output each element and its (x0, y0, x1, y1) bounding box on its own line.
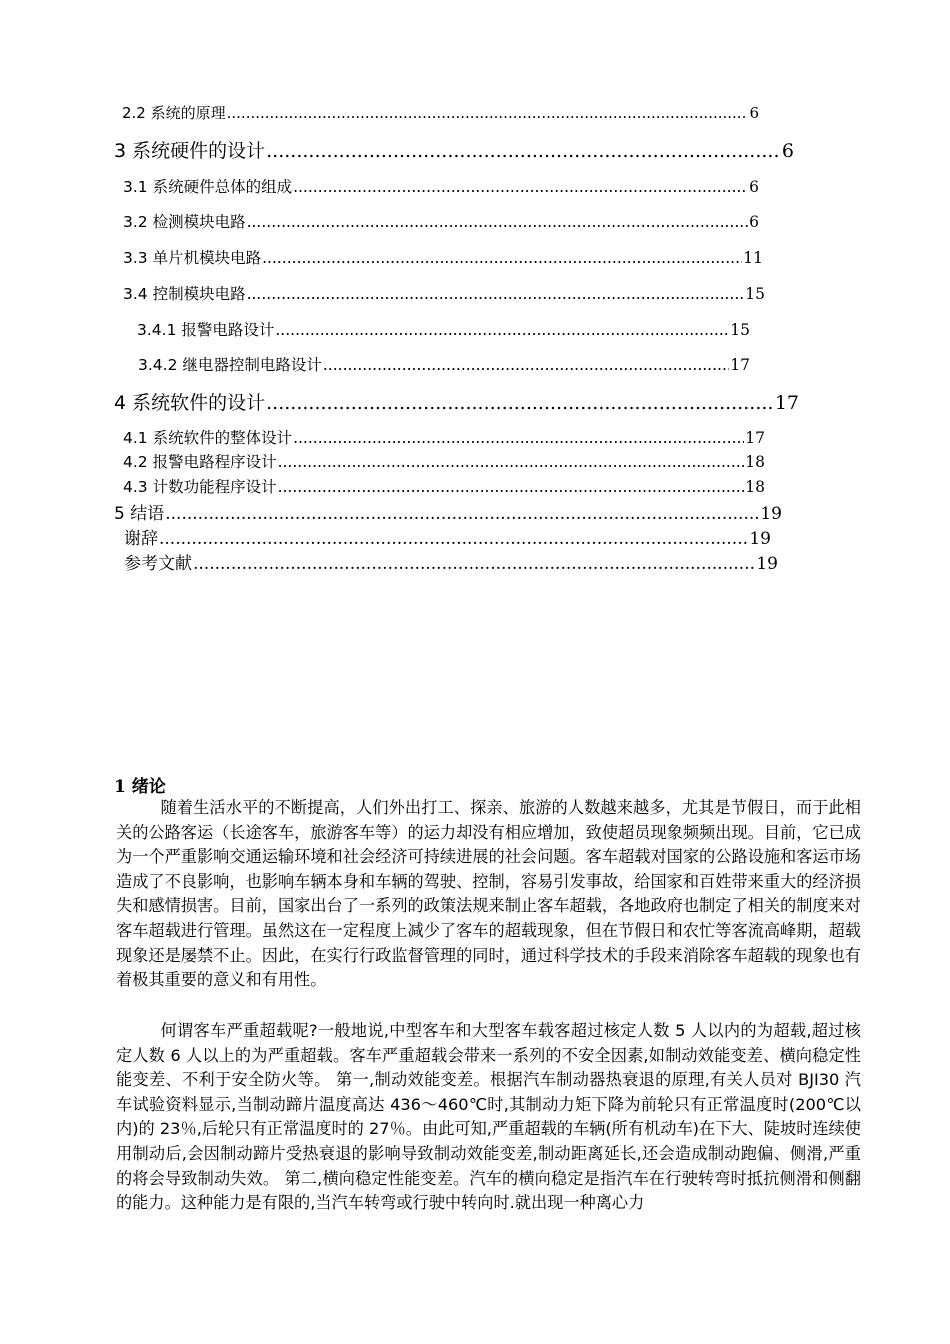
toc-page: 19 (749, 529, 771, 549)
toc-leader (275, 321, 729, 339)
toc-item[interactable] (124, 549, 778, 574)
toc-page: 6 (749, 213, 759, 231)
toc-page: 6 (781, 140, 794, 162)
toc-title: 3.4.1 报警电路设计 (137, 321, 275, 339)
toc-item[interactable] (114, 388, 799, 415)
toc-title: 3.1 系统硬件总体的组成 (123, 178, 293, 196)
toc-leader (278, 453, 745, 471)
toc-item[interactable] (123, 210, 759, 232)
toc-item[interactable] (114, 499, 782, 524)
toc-leader (323, 356, 729, 374)
toc-leader (262, 249, 742, 267)
toc-leader (293, 429, 744, 447)
toc-item[interactable] (123, 426, 765, 448)
toc-item[interactable] (123, 175, 759, 197)
toc-title: 2.2 系统的原理 (122, 104, 226, 122)
toc-leader (266, 140, 781, 162)
toc-item[interactable] (138, 353, 750, 375)
section-heading: 1 绪论 (114, 777, 166, 797)
toc-page: 18 (745, 453, 765, 471)
toc-title: 谢辞 (124, 529, 158, 549)
toc-page: 19 (756, 554, 778, 574)
toc-leader (247, 213, 749, 231)
toc-leader (193, 554, 755, 574)
toc-page: 6 (749, 178, 759, 196)
toc-page: 15 (730, 321, 750, 339)
toc-title: 4.3 计数功能程序设计 (123, 478, 277, 496)
toc-title: 3.3 单片机模块电路 (123, 249, 262, 267)
toc-item[interactable] (123, 246, 763, 268)
toc-title: 3 系统硬件的设计 (114, 140, 266, 162)
toc-title: 3.2 检测模块电路 (123, 213, 246, 231)
toc-leader (159, 529, 748, 549)
toc-title: 4.1 系统软件的整体设计 (123, 429, 293, 447)
toc-page: 11 (743, 249, 763, 267)
toc-item[interactable] (124, 524, 771, 549)
toc-page: 15 (745, 285, 765, 303)
toc-leader (247, 285, 745, 303)
toc-item[interactable] (114, 136, 794, 163)
toc-page: 17 (730, 356, 750, 374)
toc-title: 4 系统软件的设计 (114, 392, 266, 414)
toc-leader (165, 504, 759, 524)
toc-leader (293, 178, 748, 196)
toc-page: 6 (749, 104, 759, 122)
toc-item[interactable] (123, 475, 765, 497)
toc-leader (266, 392, 774, 414)
toc-title: 4.2 报警电路程序设计 (123, 453, 277, 471)
toc-title: 3.4 控制模块电路 (123, 285, 246, 303)
toc-title: 参考文献 (124, 554, 192, 574)
toc-leader (278, 478, 745, 496)
toc-item[interactable] (123, 282, 765, 304)
toc-item[interactable] (122, 102, 759, 123)
toc-leader (227, 104, 749, 122)
toc-item[interactable] (123, 450, 765, 472)
toc-page: 19 (760, 504, 782, 524)
toc-page: 17 (774, 392, 799, 414)
body-paragraph: 何谓客车严重超载呢?一般地说,中型客车和大型客车载客超过核定人数 5 人以内的为超载,超过核定人数 6 人以上的为严重超载。客车严重超载会带来一系列的不安全因素,如制动效能变差、横向稳定性能变差、不利于安全防火等。 第一,制动效能变差。根据汽车制动器热衰退的原理,有关人员对 BJI30 汽车试验资料显示,当制动蹄片温度高达 436～460℃时,其制动力矩下降为前轮只有正常温度时(200℃以内)的 23％,后轮只有正常温度时的 27％。由此可知,严重超载的车辆(所有机动车)在下大、陡坡时连续使用制动后,会因制动蹄片受热衰退的影响导致制动效能变差,制动距离延长,还会造成制动跑偏、侧滑,严重的将会导致制动失效。 第二,横向稳定性能变差。汽车的横向稳定是指汽车在行驶转弯时抵抗侧滑和侧翻的能力。这种能力是有限的,当汽车转弯或行驶中转向时.就出现一种离心力 (116, 1021, 861, 1213)
toc-page: 17 (745, 429, 765, 447)
toc-title: 3.4.2 继电器控制电路设计 (138, 356, 322, 374)
toc-item[interactable] (137, 318, 750, 340)
toc-title: 5 结语 (114, 504, 165, 524)
toc-page: 18 (745, 478, 765, 496)
body-paragraph: 随着生活水平的不断提高，人们外出打工、探亲、旅游的人数越来越多，尤其是节假日，而于此相关的公路客运（长途客车，旅游客车等）的运力却没有相应增加，致使超员现象频频出现。目前，它已成为一个严重影响交通运输环境和社会经济可持续进展的社会问题。客车超载对国家的公路设施和客运市场造成了不良影响，也影响车辆本身和车辆的驾驶、控制，容易引发事故，给国家和百姓带来重大的经济损失和感情损害。目前，国家出台了一系列的政策法规来制止客车超载，各地政府也制定了相关的制度来对客车超载进行管理。虽然这在一定程度上减少了客车的超载现象，但在节假日和农忙等客流高峰期，超载现象还是屡禁不止。因此，在实行行政监督管理的同时，通过科学技术的手段来消除客车超载的现象也有着极其重要的意义和有用性。 (116, 798, 861, 990)
